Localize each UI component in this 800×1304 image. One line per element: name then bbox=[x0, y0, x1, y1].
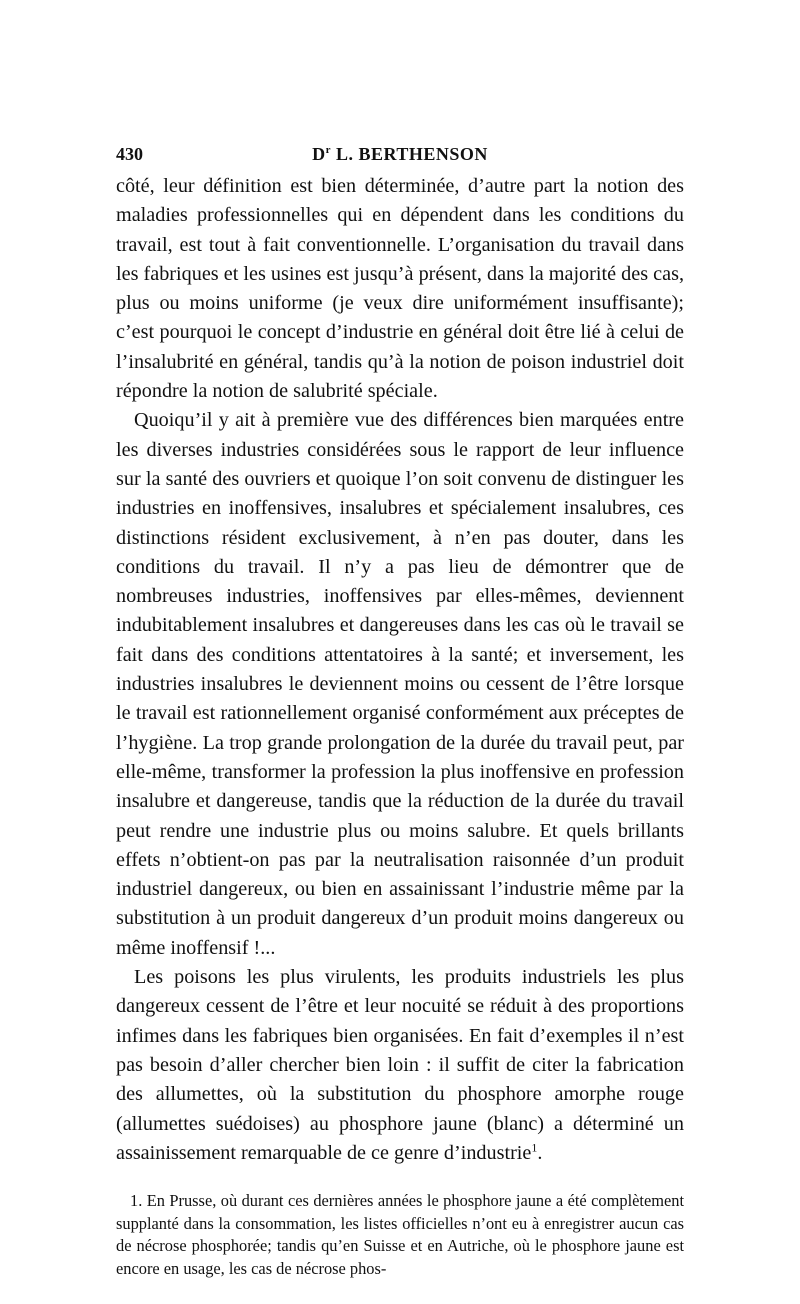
footnote bbox=[116, 1190, 684, 1280]
paragraph-continuation: côté, leur définition est bien déterminée, d’autre part la notion des maladies professionnelles qui en dépendent dans les conditions du travail, est tout à fait conventionnelle. L’organisation du travail dans les fabriques et les usines est jusqu’à présent, dans la majorité des cas, plus ou moins uniforme (je veux dire uniformément insuffisante); c’est pourquoi le concept d’industrie en général doit être lié à celui de l’insalubrité en général, tandis qu’à la notion de poison industriel doit répondre la notion de salubrité spéciale. bbox=[116, 175, 684, 403]
footnote-number: 1. bbox=[130, 1191, 143, 1211]
book-page bbox=[116, 140, 684, 1280]
paragraph-text: Les poisons les plus virulents, les produits industriels les plus dangereux cessent de l’être et leur nocuité se réduit à des proportions infimes dans les fabriques bien organisées. En fait d’exemples il n’est pas besoin d’aller chercher bien loin : il suffit de citer la fabrication des allumettes, où la substitution du phosphore amorphe rouge (allumettes suédoises) au phosphore jaune (blanc) a déterminé un assainissement remarquable de ce genre d’industrie bbox=[116, 966, 684, 1164]
title-superscript: r bbox=[325, 144, 331, 156]
paragraph-end-punctuation: . bbox=[537, 1141, 543, 1164]
paragraph-industries: Quoiqu’il y ait à première vue des différences bien marquées entre les diverses industries considérées sous le rapport de leur influence sur la santé des ouvriers et quoique l’on soit convenu de distinguer les industries en inoffensives, insalubres et spécialement insalubres, ces distinctions résident exclusivement, à n’en pas douter, dans les conditions du travail. Il n’y a pas lieu de démontrer que de nombreuses industries, inoffensives par elles-mêmes, deviennent indubitablement insalubres et dangereuses dans les cas où le travail se fait dans des conditions attentatoires à la santé; et inversement, les industries insalubres le deviennent moins ou cessent de l’être lorsque le travail est rationnellement organisé conformément aux préceptes de l’hygiène. La trop grande prolongation de la durée du travail peut, par elle-même, transformer la profession la plus inoffensive en profession insalubre et dangereuse, tandis que la réduction de la durée du travail peut rendre une industrie plus ou moins salubre. Et quels brillants effets n’obtient-on pas par la neutralisation raisonnée d’un produit industriel dangereux, ou bien en assainissant l’industrie même par la substitution à un produit dangereux d’un produit moins dangereux ou même inoffensif !... bbox=[116, 409, 684, 959]
running-head bbox=[116, 140, 684, 170]
running-title bbox=[116, 144, 684, 165]
paragraph-poisons bbox=[116, 963, 684, 1168]
body-text bbox=[116, 172, 684, 1168]
footnote-reference: 1 bbox=[531, 1140, 538, 1155]
page-number: 430 bbox=[116, 144, 143, 164]
title-author: L. BERTHENSON bbox=[330, 144, 488, 164]
footnote-text: En Prusse, où durant ces dernières années le phosphore jaune a été complètement supplanté dans la consommation, les listes officielles n’ont eu à enregistrer aucun cas de nécrose phosphorée; tandis qu’en Suisse et en Autriche, où le phosphore jaune est encore en usage, les cas de nécrose phos- bbox=[116, 1191, 684, 1278]
title-prefix: D bbox=[312, 144, 326, 164]
